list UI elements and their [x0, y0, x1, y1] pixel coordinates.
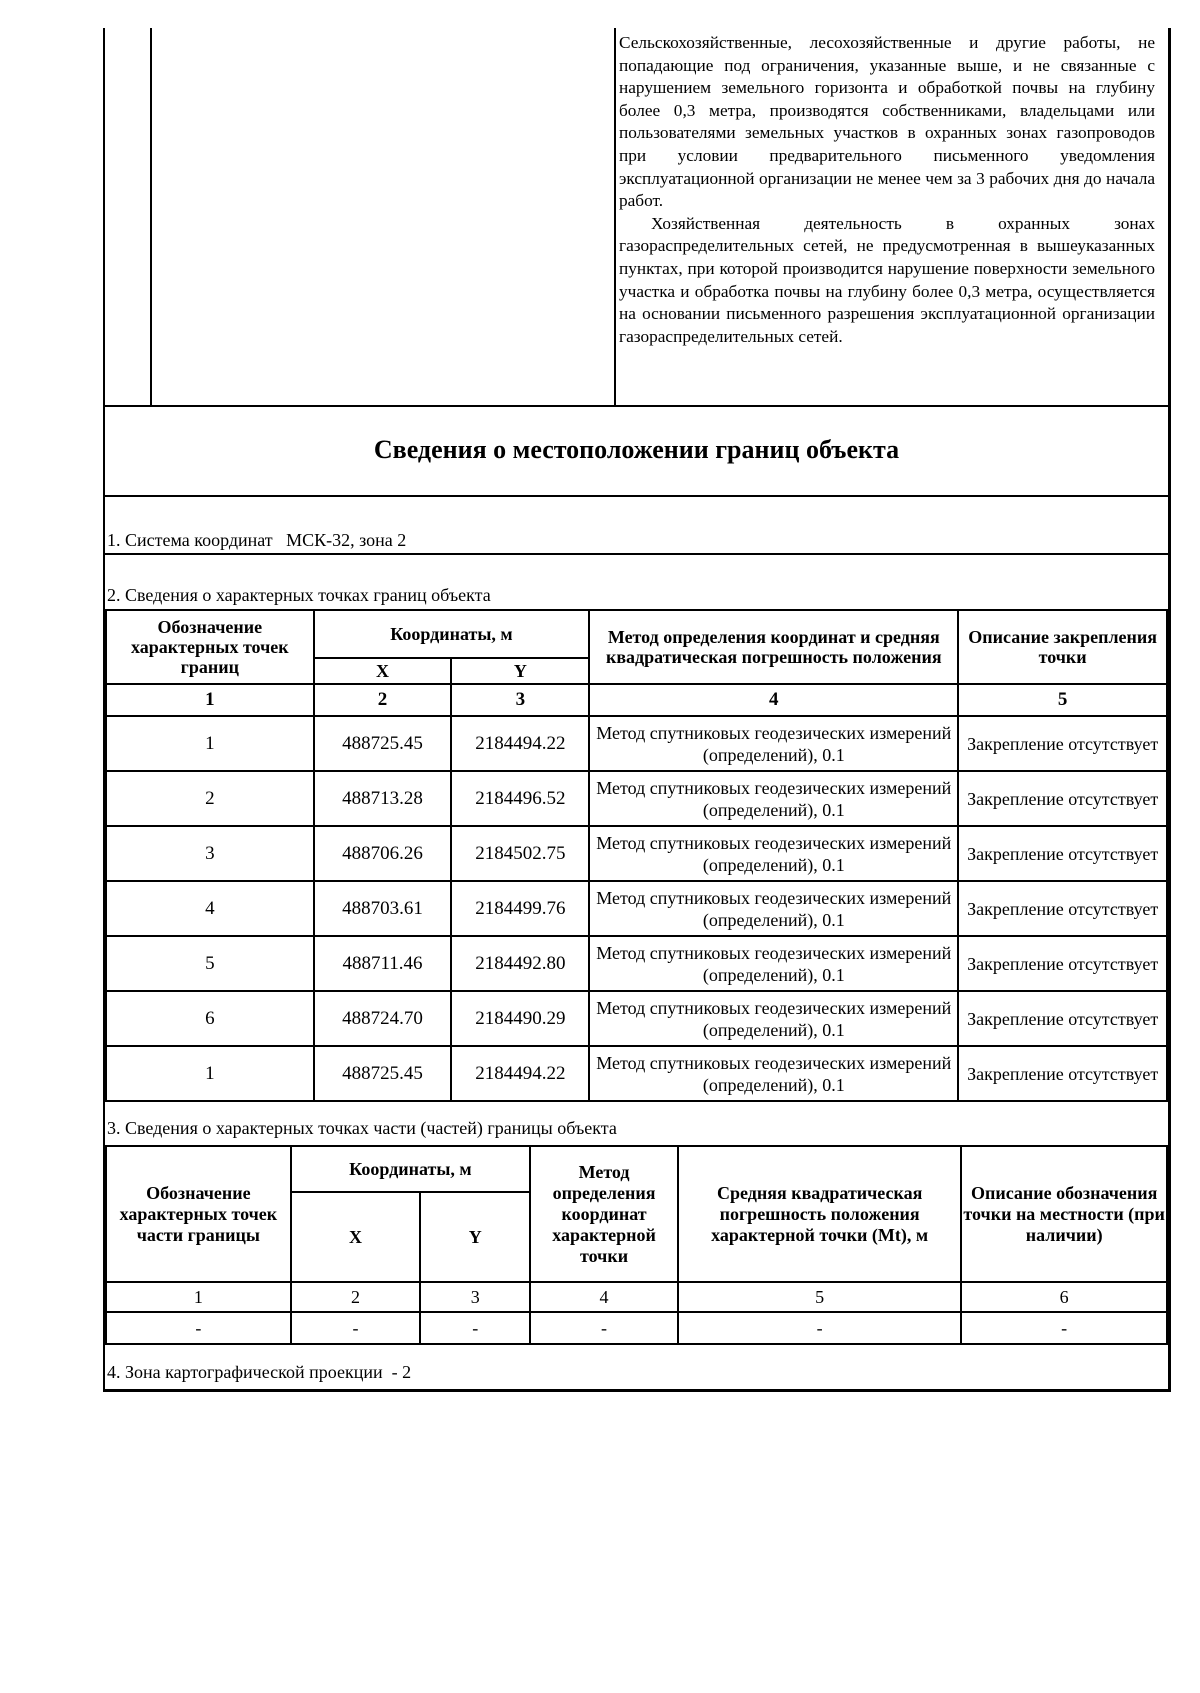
point-id: 3 [106, 826, 314, 881]
table-row [106, 826, 1167, 881]
col-number: 4 [589, 684, 958, 716]
table-row [106, 1046, 1167, 1101]
col-number: 4 [530, 1282, 678, 1312]
col-number: 5 [958, 684, 1167, 716]
header-x: X [314, 658, 452, 684]
coord-x: 488725.45 [314, 1046, 452, 1101]
coord-x: 488706.26 [314, 826, 452, 881]
header-designation: Обозначение характерных точек границ [106, 610, 314, 684]
fixing-description: Закрепление отсутствует [958, 991, 1167, 1046]
point-id: 5 [106, 936, 314, 991]
method-cell: Метод спутниковых геодезических измерений (определений), 0.1 [589, 936, 958, 991]
boundary-points-table [105, 609, 1168, 1102]
header-designation: Обозначение характерных точек части границы [106, 1146, 291, 1282]
fixing-description: Закрепление отсутствует [958, 826, 1167, 881]
fixing-description: Закрепление отсутствует [958, 936, 1167, 991]
header-method: Метод определения координат характерной точки [530, 1146, 678, 1282]
col-number: 5 [678, 1282, 961, 1312]
point-id: 2 [106, 771, 314, 826]
col-number: 1 [106, 684, 314, 716]
coord-x: 488711.46 [314, 936, 452, 991]
table-row [106, 1312, 1167, 1344]
header-coords: Координаты, м [314, 610, 590, 658]
page-title: Сведения о местоположении границ объекта [105, 405, 1168, 497]
header-method: Метод определения координат и средняя квадратическая погрешность положения [589, 610, 958, 684]
boundary-points-heading: 2. Сведения о характерных точках границ объекта [107, 585, 491, 605]
fixing-description: Закрепление отсутствует [958, 1046, 1167, 1101]
coord-y: 2184496.52 [451, 771, 589, 826]
coord-y: 2184502.75 [451, 826, 589, 881]
restrictions-text [619, 32, 1155, 348]
col-number: 6 [961, 1282, 1167, 1312]
restrictions-paragraph-1: Сельскохозяйственные, лесохозяйственные и другие работы, не попадающие под ограничения, указанные выше, и не связанные с нарушением земельного горизонта и обработкой почвы на глубину более 0,3 метра, производятся собственниками, владельцами или пользователями земельных участков в охранных зонах газопроводов при условии предварительного письменного уведомления эксплуатационной организации не менее чем за 3 рабочих дня до начала работ. [619, 33, 1155, 211]
coord-y: 2184490.29 [451, 991, 589, 1046]
coord-y: 2184494.22 [451, 1046, 589, 1101]
method-cell: Метод спутниковых геодезических измерений (определений), 0.1 [589, 716, 958, 771]
col-number: 2 [291, 1282, 421, 1312]
restrictions-block [105, 28, 1168, 407]
coord-x: 488725.45 [314, 716, 452, 771]
fixing-description: Закрепление отсутствует [958, 716, 1167, 771]
coordinate-system-line [107, 530, 406, 551]
projection-zone-label: 4. Зона картографической проекции [107, 1362, 383, 1382]
header-y: Y [420, 1192, 530, 1282]
coord-y: 2184499.76 [451, 881, 589, 936]
table-row [106, 991, 1167, 1046]
header-y: Y [451, 658, 589, 684]
table-row [106, 716, 1167, 771]
empty-cell: - [678, 1312, 961, 1344]
fixing-description: Закрепление отсутствует [958, 881, 1167, 936]
coord-x: 488703.61 [314, 881, 452, 936]
header-coords: Координаты, м [291, 1146, 530, 1192]
header-x: X [291, 1192, 421, 1282]
coordinate-system-value: МСК-32, зона 2 [286, 530, 407, 550]
col-number: 1 [106, 1282, 291, 1312]
column-divider [150, 28, 152, 405]
method-cell: Метод спутниковых геодезических измерений (определений), 0.1 [589, 771, 958, 826]
coordinate-system-section [105, 495, 1168, 555]
coord-y: 2184494.22 [451, 716, 589, 771]
empty-cell: - [106, 1312, 291, 1344]
col-number: 3 [420, 1282, 530, 1312]
header-description: Описание обозначения точки на местности (при наличии) [961, 1146, 1167, 1282]
table-row [106, 936, 1167, 991]
projection-zone-value: - 2 [391, 1362, 412, 1382]
point-id: 6 [106, 991, 314, 1046]
restrictions-paragraph-2: Хозяйственная деятельность в охранных зонах газораспределительных сетей, не предусмотренная в вышеуказанных пунктах, при которой производится нарушение поверхности земельного участка и обработка почвы на глубину более 0,3 метра, осуществляется на основании письменного разрешения эксплуатационной организации газораспределительных сетей. [619, 213, 1155, 346]
empty-cell: - [420, 1312, 530, 1344]
projection-zone-line [107, 1362, 411, 1383]
coord-y: 2184492.80 [451, 936, 589, 991]
col-number: 2 [314, 684, 452, 716]
coord-x: 488724.70 [314, 991, 452, 1046]
empty-cell: - [530, 1312, 678, 1344]
point-id: 1 [106, 716, 314, 771]
method-cell: Метод спутниковых геодезических измерений (определений), 0.1 [589, 881, 958, 936]
coord-x: 488713.28 [314, 771, 452, 826]
table-row [106, 771, 1167, 826]
empty-cell: - [961, 1312, 1167, 1344]
point-id: 1 [106, 1046, 314, 1101]
point-id: 4 [106, 881, 314, 936]
table-row [106, 881, 1167, 936]
method-cell: Метод спутниковых геодезических измерений (определений), 0.1 [589, 826, 958, 881]
method-cell: Метод спутниковых геодезических измерений (определений), 0.1 [589, 991, 958, 1046]
part-points-heading: 3. Сведения о характерных точках части (частей) границы объекта [107, 1118, 617, 1138]
empty-cell: - [291, 1312, 421, 1344]
col-number: 3 [451, 684, 589, 716]
coordinate-system-label: 1. Система координат [107, 530, 273, 550]
method-cell: Метод спутниковых геодезических измерений (определений), 0.1 [589, 1046, 958, 1101]
header-description: Описание закрепления точки [958, 610, 1167, 684]
column-divider [614, 28, 616, 405]
fixing-description: Закрепление отсутствует [958, 771, 1167, 826]
part-points-table [105, 1145, 1168, 1345]
header-error: Средняя квадратическая погрешность положения характерной точки (Mt), м [678, 1146, 961, 1282]
document-sheet [103, 28, 1171, 1392]
